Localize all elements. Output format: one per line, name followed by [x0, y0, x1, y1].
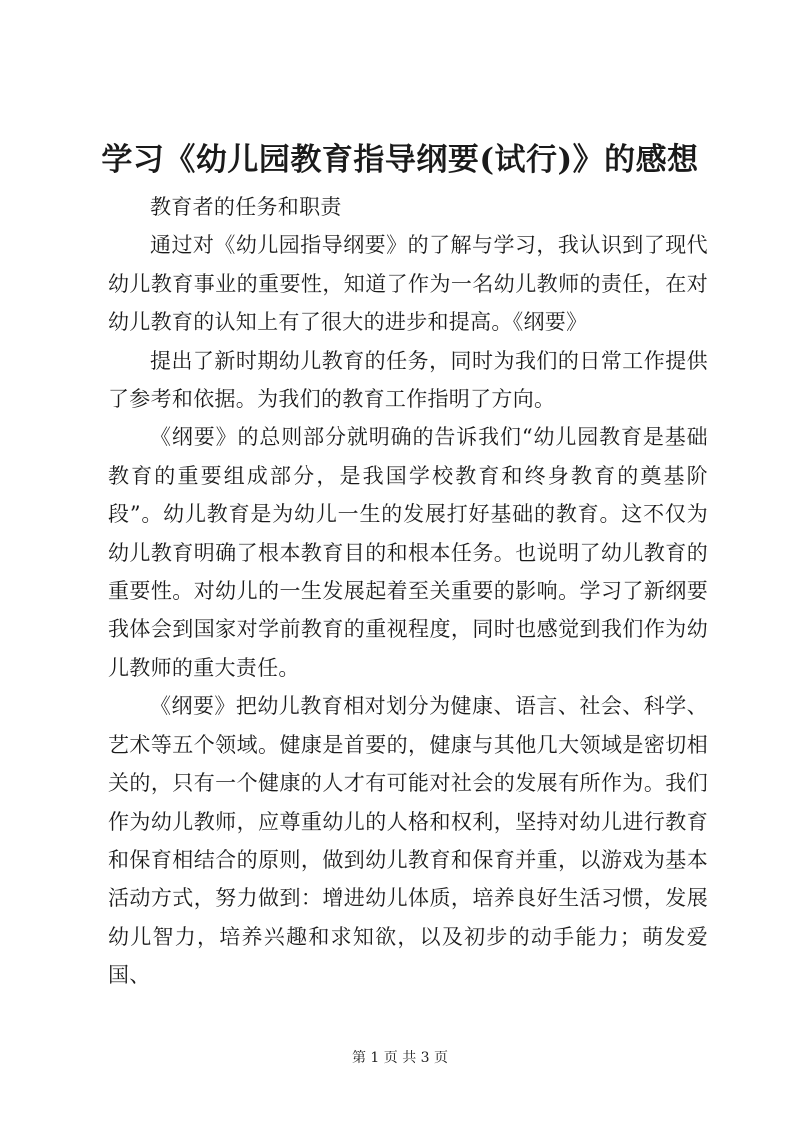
page-number-footer: 第 1 页 共 3 页 [351, 1050, 449, 1066]
document-title: 学习《幼儿园教育指导纲要(试行)》的感想 [101, 142, 699, 178]
paragraph-intro: 通过对《幼儿园指导纲要》的了解与学习，我认识到了现代幼儿教育事业的重要性，知道了作为一名幼儿教师的责任，在对幼儿教育的认知上有了很大的进步和提高。《纲要》 [108, 233, 708, 335]
paragraph-tasks: 提出了新时期幼儿教育的任务，同时为我们的日常工作提供了参考和依据。为我们的教育工作指明了方向。 [108, 348, 708, 412]
paragraph-subheading: 教育者的任务和职责 [150, 195, 342, 219]
paragraph-general-principles: 《纲要》的总则部分就明确的告诉我们“幼儿园教育是基础教育的重要组成部分，是我国学校教育和终身教育的奠基阶段”。幼儿教育是为幼儿一生的发展打好基础的教育。这不仅为幼儿教育明确了根本教育目的和根本任务。也说明了幼儿教育的重要性。对幼儿的一生发展起着至关重要的影响。学习了新纲要我体会到国家对学前教育的重视程度，同时也感觉到我们作为幼儿教师的重大责任。 [108, 425, 708, 680]
document-body [108, 188, 708, 995]
paragraph-five-domains: 《纲要》把幼儿教育相对划分为健康、语言、社会、科学、艺术等五个领域。健康是首要的，健康与其他几大领域是密切相关的，只有一个健康的人才有可能对社会的发展有所作为。我们作为幼儿教师，应尊重幼儿的人格和权利，坚持对幼儿进行教育和保育相结合的原则，做到幼儿教育和保育并重，以游戏为基本活动方式，努力做到：增进幼儿体质，培养良好生活习惯，发展幼儿智力，培养兴趣和求知欲，以及初步的动手能力；萌发爱国、 [108, 694, 708, 988]
